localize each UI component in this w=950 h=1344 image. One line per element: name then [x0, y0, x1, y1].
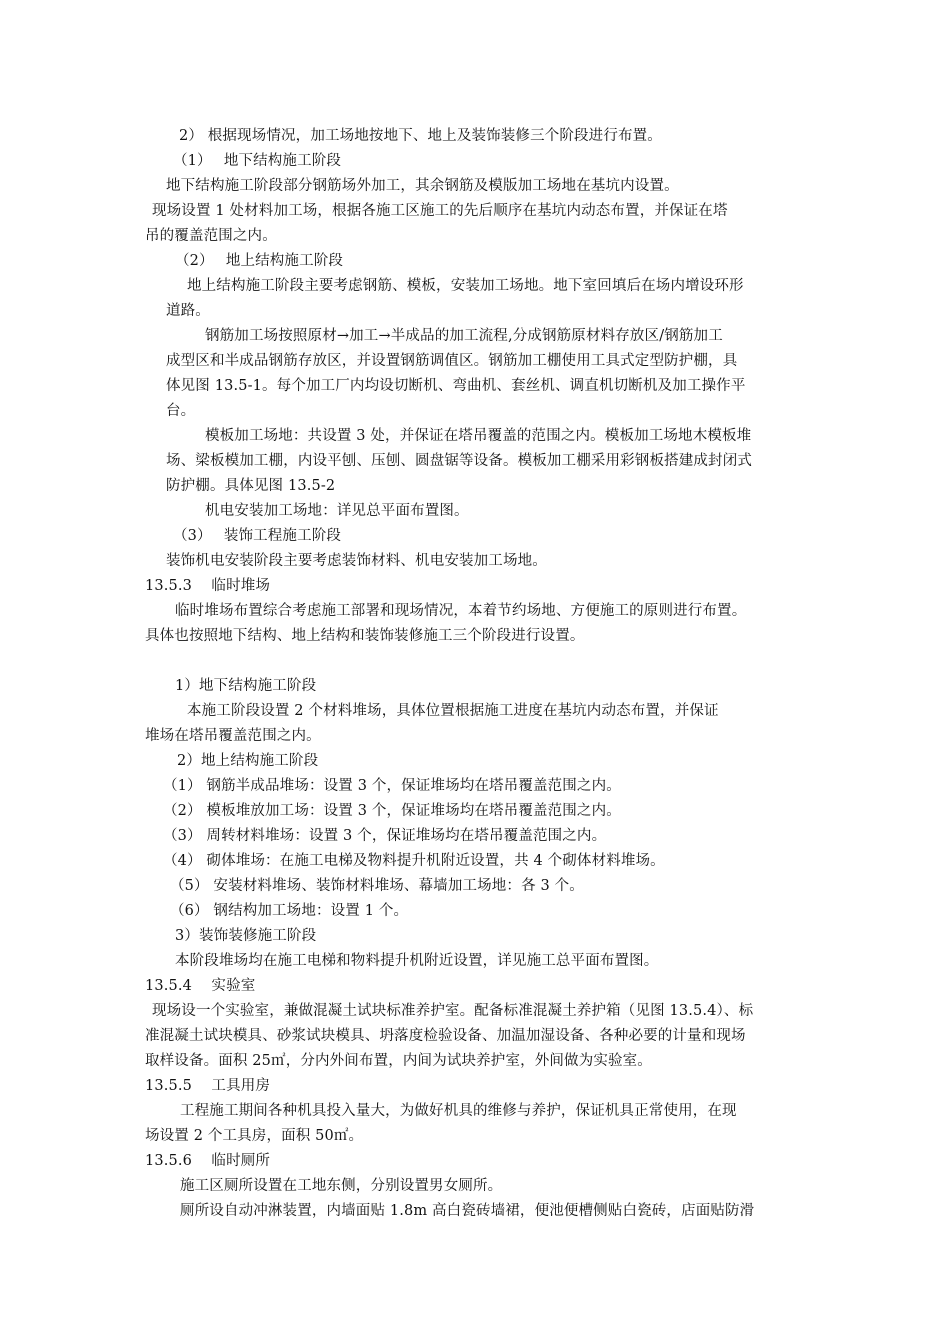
text-line: （1） 地下结构施工阶段	[173, 153, 342, 169]
text-line: 堆场在塔吊覆盖范围之内。	[145, 728, 321, 744]
section-heading: 13.5.3 临时堆场	[145, 578, 271, 594]
text-line: 临时堆场布置综合考虑施工部署和现场情况，本着节约场地、方便施工的原则进行布置。	[175, 603, 747, 619]
text-line: 机电安装加工场地：详见总平面布置图。	[205, 503, 469, 519]
text-line: 台。	[166, 403, 196, 419]
text-line: 场设置 2 个工具房，面积 50㎡。	[145, 1128, 364, 1144]
text-line: 施工区厕所设置在工地东侧，分别设置男女厕所。	[180, 1178, 503, 1194]
section-heading: 13.5.4 实验室	[145, 978, 256, 994]
text-line: 本施工阶段设置 2 个材料堆场，具体位置根据施工进度在基坑内动态布置，并保证	[187, 703, 719, 719]
text-line: 钢筋加工场按照原材→加工→半成品的加工流程,分成钢筋原材料存放区/钢筋加工	[205, 328, 723, 344]
text-line: 装饰机电安装阶段主要考虑装饰材料、机电安装加工场地。	[166, 553, 547, 569]
text-line: （3） 周转材料堆场：设置 3 个，保证堆场均在塔吊覆盖范围之内。	[163, 828, 607, 844]
text-line: （5） 安装材料堆场、装饰材料堆场、幕墙加工场地：各 3 个。	[170, 878, 584, 894]
text-line: 2） 根据现场情况，加工场地按地下、地上及装饰装修三个阶段进行布置。	[179, 128, 662, 144]
text-line: 道路。	[166, 303, 210, 319]
text-line: （4） 砌体堆场：在施工电梯及物料提升机附近设置，共 4 个砌体材料堆场。	[163, 853, 665, 869]
text-line: 模板加工场地：共设置 3 处，并保证在塔吊覆盖的范围之内。模板加工场地木模板堆	[205, 428, 752, 444]
text-line: 取样设备。面积 25㎡，分内外间布置，内间为试块养护室，外间做为实验室。	[145, 1053, 652, 1069]
text-line: 防护棚。具体见图 13.5-2	[166, 478, 336, 494]
text-line: 工程施工期间各种机具投入量大，为做好机具的维修与养护，保证机具正常使用，在现	[180, 1103, 737, 1119]
text-line: （3） 装饰工程施工阶段	[173, 528, 342, 544]
text-line: 厕所设自动冲淋装置，内墙面贴 1.8m 高白瓷砖墙裙，便池便槽侧贴白瓷砖，店面贴防滑	[180, 1203, 755, 1219]
text-line: （2） 地上结构施工阶段	[175, 253, 344, 269]
text-line: 成型区和半成品钢筋存放区，并设置钢筋调值区。钢筋加工棚使用工具式定型防护棚，具	[166, 353, 738, 369]
text-line: 准混凝土试块模具、砂浆试块模具、坍落度检验设备、加温加湿设备、各种必要的计量和现场	[145, 1028, 746, 1044]
section-heading: 13.5.6 临时厕所	[145, 1153, 271, 1169]
text-line: 1）地下结构施工阶段	[175, 678, 317, 694]
text-line: 场、梁板模加工棚，内设平刨、压刨、圆盘锯等设备。模板加工棚采用彩钢板搭建成封闭式	[166, 453, 752, 469]
text-line: （2） 模板堆放加工场：设置 3 个，保证堆场均在塔吊覆盖范围之内。	[163, 803, 621, 819]
text-line: 具体也按照地下结构、地上结构和装饰装修施工三个阶段进行设置。	[145, 628, 585, 644]
section-heading: 13.5.5 工具用房	[145, 1078, 271, 1094]
text-line: （6） 钢结构加工场地：设置 1 个。	[170, 903, 409, 919]
text-line: 地下结构施工阶段部分钢筋场外加工，其余钢筋及模版加工场地在基坑内设置。	[166, 178, 679, 194]
text-line: 现场设置 1 处材料加工场，根据各施工区施工的先后顺序在基坑内动态布置，并保证在塔	[152, 203, 728, 219]
text-line: 地上结构施工阶段主要考虑钢筋、模板，安装加工场地。地下室回填后在场内增设环形	[187, 278, 744, 294]
text-line: 吊的覆盖范围之内。	[145, 228, 277, 244]
text-line: 现场设一个实验室，兼做混凝土试块标准养护室。配备标准混凝土养护箱（见图 13.5.4）、标	[152, 1003, 754, 1019]
text-line: 2）地上结构施工阶段	[177, 753, 319, 769]
text-line: 3）装饰装修施工阶段	[175, 928, 317, 944]
text-line: 体见图 13.5-1。每个加工厂内均设切断机、弯曲机、套丝机、调直机切断机及加工操作平	[166, 378, 746, 394]
text-line: （1） 钢筋半成品堆场：设置 3 个，保证堆场均在塔吊覆盖范围之内。	[163, 778, 621, 794]
text-line: 本阶段堆场均在施工电梯和物料提升机附近设置，详见施工总平面布置图。	[175, 953, 659, 969]
